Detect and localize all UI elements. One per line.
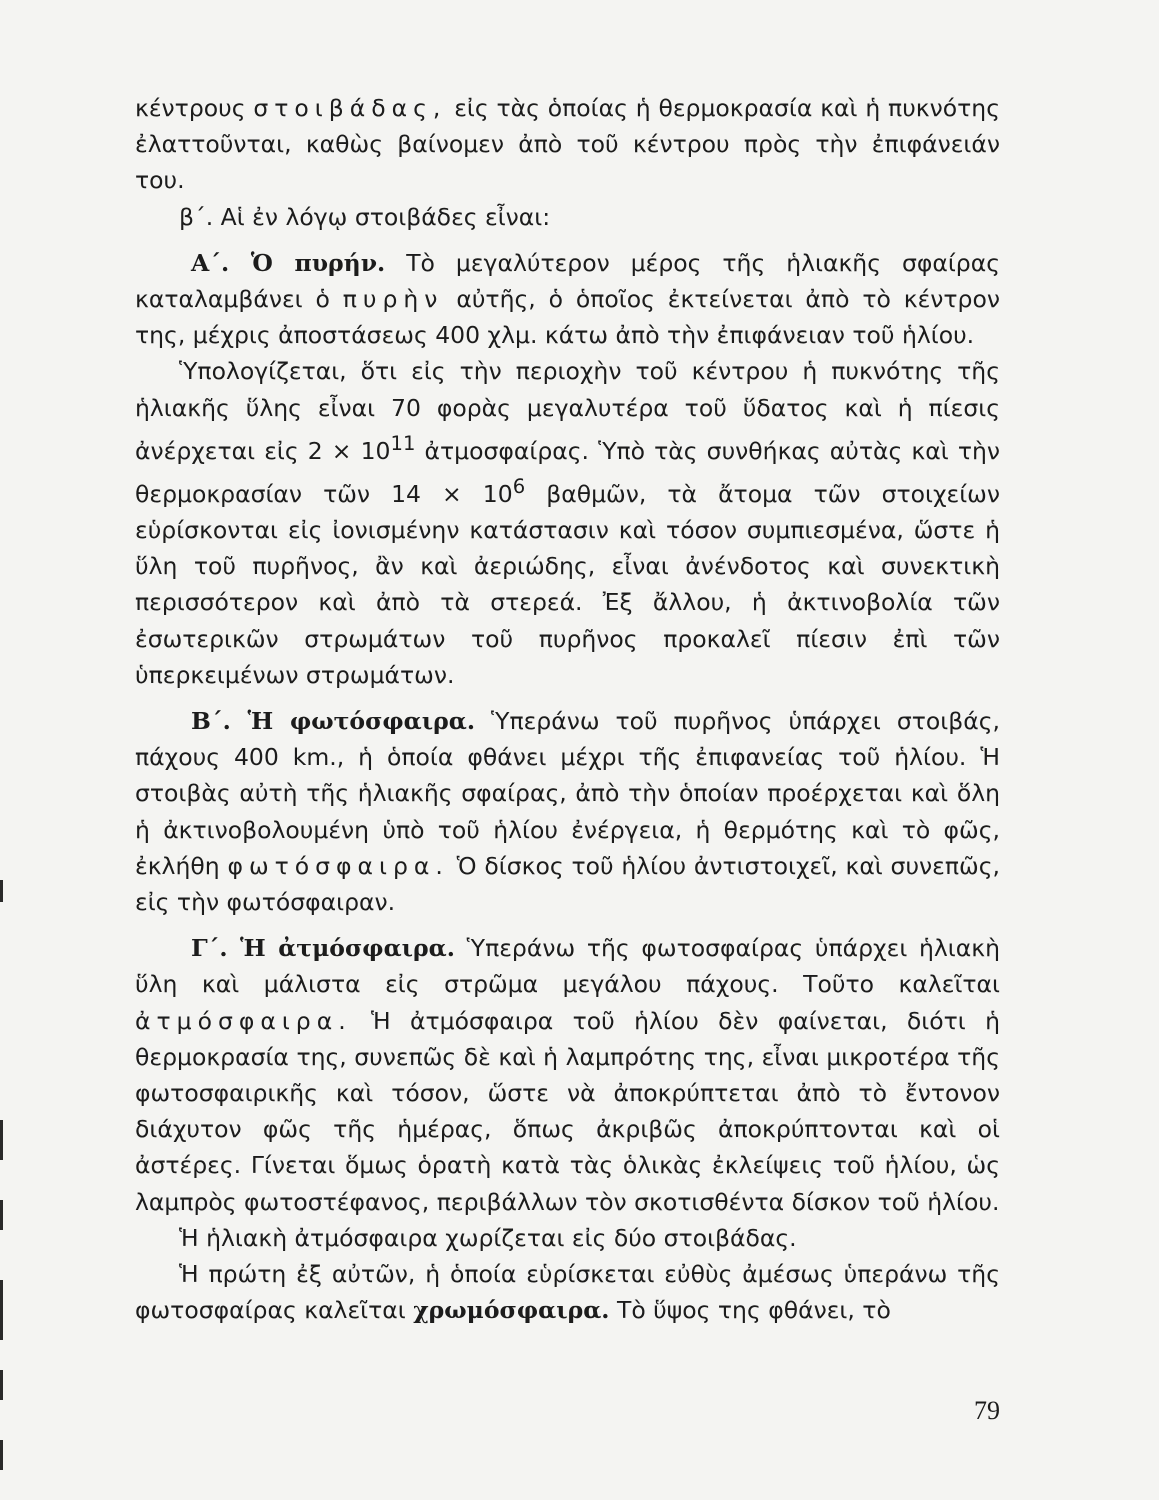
scan-edge-mark [0, 1200, 3, 1230]
spaced-term-atmosphere: ἀτμόσφαιρα. [135, 1006, 352, 1035]
scan-edge-mark [0, 1440, 3, 1470]
atmosphere-paragraph-3 [135, 1256, 1000, 1328]
exponent-6: 6 [512, 474, 526, 498]
section-nucleus [135, 245, 1000, 354]
heading-nucleus: Α΄. Ὁ πυρήν. [191, 248, 386, 277]
scan-edge-mark [0, 1280, 3, 1340]
heading-atmosphere: Γ΄. Ἡ ἀτμόσφαιρα. [191, 934, 455, 963]
section-atmosphere [135, 930, 1000, 1220]
bold-term-chromosphere: χρωμόσφαιρα. [413, 1296, 610, 1325]
photosphere-text-before: Ὑπεράνω τοῦ πυρῆνος ὑπάρχει στοιβάς, πάχους 400 km., ἡ ὁποία φθάνει μέχρι τῆς ἐπιφανείας τοῦ ἡλίου. Ἡ στοιβὰς αὐτὴ τῆς ἡλιακῆς σφαίρας, ἀπὸ τὴν ὁποίαν προέρχεται καὶ ὅλη ἡ ἀκτινοβολουμένη ὑπὸ τοῦ ἡλίου ἐνέργεια, ἡ θερμότης καὶ τὸ φῶς, ἐκλήθη [135, 706, 1001, 880]
atmosphere-text-before: Ὑπεράνω τῆς φωτοσφαίρας ὑπάρχει ἡλιακὴ ὕλη καὶ μάλιστα εἰς στρῶμα μεγάλου πάχους. Τοῦτο καλεῖται [135, 934, 1000, 999]
list-lead-text: β΄. Αἱ ἐν λόγῳ στοιβάδες εἶναι: [179, 202, 551, 231]
nucleus-p2-start: Ὑπολογίζεται, ὅτι εἰς τὴν περιοχὴν τοῦ κέντρου ἡ πυκνότης τῆς ἡλιακῆς ὕλης εἶναι 70 φορὰς μεγαλυτέρα τοῦ ὕδατος καὶ ἡ πίεσις ἀνέρχεται εἰς 2 × 10 [135, 357, 1000, 465]
exponent-11: 11 [390, 431, 416, 455]
scan-edge-mark [0, 1120, 3, 1160]
nucleus-paragraph-2 [135, 353, 1000, 692]
intro-text-start: κέντρους [135, 94, 246, 122]
intro-paragraph [135, 90, 1000, 199]
intro-list-lead [135, 199, 1000, 235]
atmosphere-text-after: Ἡ ἀτμόσφαιρα τοῦ ἡλίου δὲν φαίνεται, διότι ἡ θερμοκρασία της, συνεπῶς δὲ καὶ ἡ λαμπρότης της, εἶναι μικροτέρα τῆς φωτοσφαιρικῆς καὶ τόσον, ὥστε νὰ ἀποκρύπτεται ἀπὸ τὸ ἔντονον διάχυτον φῶς τῆς ἡμέρας, ὅπως ἀκριβῶς ἀποκρύπτονται καὶ οἱ ἀστέρες. Γίνεται ὅμως ὁρατὴ κατὰ τὰς ὁλικὰς ἐκλείψεις τοῦ ἡλίου, ὡς λαμπρὸς φωτοστέφανος, περιβάλλων τὸν σκοτισθέντα δίσκον τοῦ ἡλίου. [135, 1006, 1000, 1216]
spaced-term-photosphere: φωτόσφαιρα. [227, 851, 449, 880]
spaced-term-pyrin: πυρὴν [342, 285, 444, 314]
heading-photosphere: Β΄. Ἡ φωτόσφαιρα. [191, 706, 476, 735]
nucleus-text-before: Τὸ μεγαλύτερον μέρος τῆς ἡλιακῆς σφαίρας καταλαμβάνει ὁ [135, 248, 1000, 314]
nucleus-p2-end: βαθμῶν, τὰ ἄτομα τῶν στοιχείων εὑρίσκονται εἰς ἰονισμένην κατάστασιν καὶ τόσον συμπιεσμένα, ὥστε ἡ ὕλη τοῦ πυρῆνος, ἂν καὶ ἀεριώδης, εἶναι ἀνένδοτος καὶ συνεκτικὴ περισσότερον καὶ ἀπὸ τὰ στερεά. Ἐξ ἄλλου, ἡ ἀκτινοβολία τῶν ἐσωτερικῶν στρωμάτων τοῦ πυρῆνος προκαλεῖ πίεσιν ἐπὶ τῶν ὑπερκειμένων στρωμάτων. [135, 479, 1000, 689]
atmosphere-p3-before: Ἡ πρώτη ἐξ αὐτῶν, ἡ ὁποία εὑρίσκεται εὐθὺς ἀμέσως ὑπεράνω τῆς φωτοσφαίρας καλεῖται [135, 1259, 1000, 1325]
photosphere-text-after: Ὁ δίσκος τοῦ ἡλίου ἀντιστοιχεῖ, καὶ συνεπῶς, εἰς τὴν φωτόσφαιραν. [135, 851, 1000, 916]
atmosphere-p3-after: Τὸ ὕψος της φθάνει, τὸ [616, 1296, 891, 1325]
nucleus-text-after: αὐτῆς, ὁ ὁποῖος ἐκτείνεται ἀπὸ τὸ κέντρον της, μέχρις ἀποστάσεως 400 χλμ. κάτω ἀπὸ τὴν ἐπιφάνειαν τοῦ ἡλίου. [135, 285, 1000, 350]
intro-text-rest: εἰς τὰς ὁποίας ἡ θερμοκρασία καὶ ἡ πυκνότης ἐλαττοῦνται, καθὼς βαίνομεν ἀπὸ τοῦ κέντρου πρὸς τὴν ἐπιφάνειάν του. [135, 94, 1000, 195]
atmosphere-p2-text: Ἡ ἡλιακὴ ἀτμόσφαιρα χωρίζεται εἰς δύο στοιβάδας. [179, 1223, 797, 1252]
scan-edge-mark [0, 880, 3, 902]
page-number: 79 [974, 1396, 1000, 1425]
atmosphere-paragraph-2 [135, 1220, 1000, 1256]
spaced-term-stoivadas: στοιβάδας, [253, 94, 447, 122]
section-photosphere [135, 703, 1000, 920]
body-text [135, 90, 1000, 1328]
scan-edge-mark [0, 1370, 3, 1400]
nucleus-p2-mid: ἀτμοσφαίρας. Ὑπὸ τὰς συνθήκας αὐτὰς καὶ τὴν θερμοκρασίαν τῶν 14 × 10 [135, 436, 1000, 508]
